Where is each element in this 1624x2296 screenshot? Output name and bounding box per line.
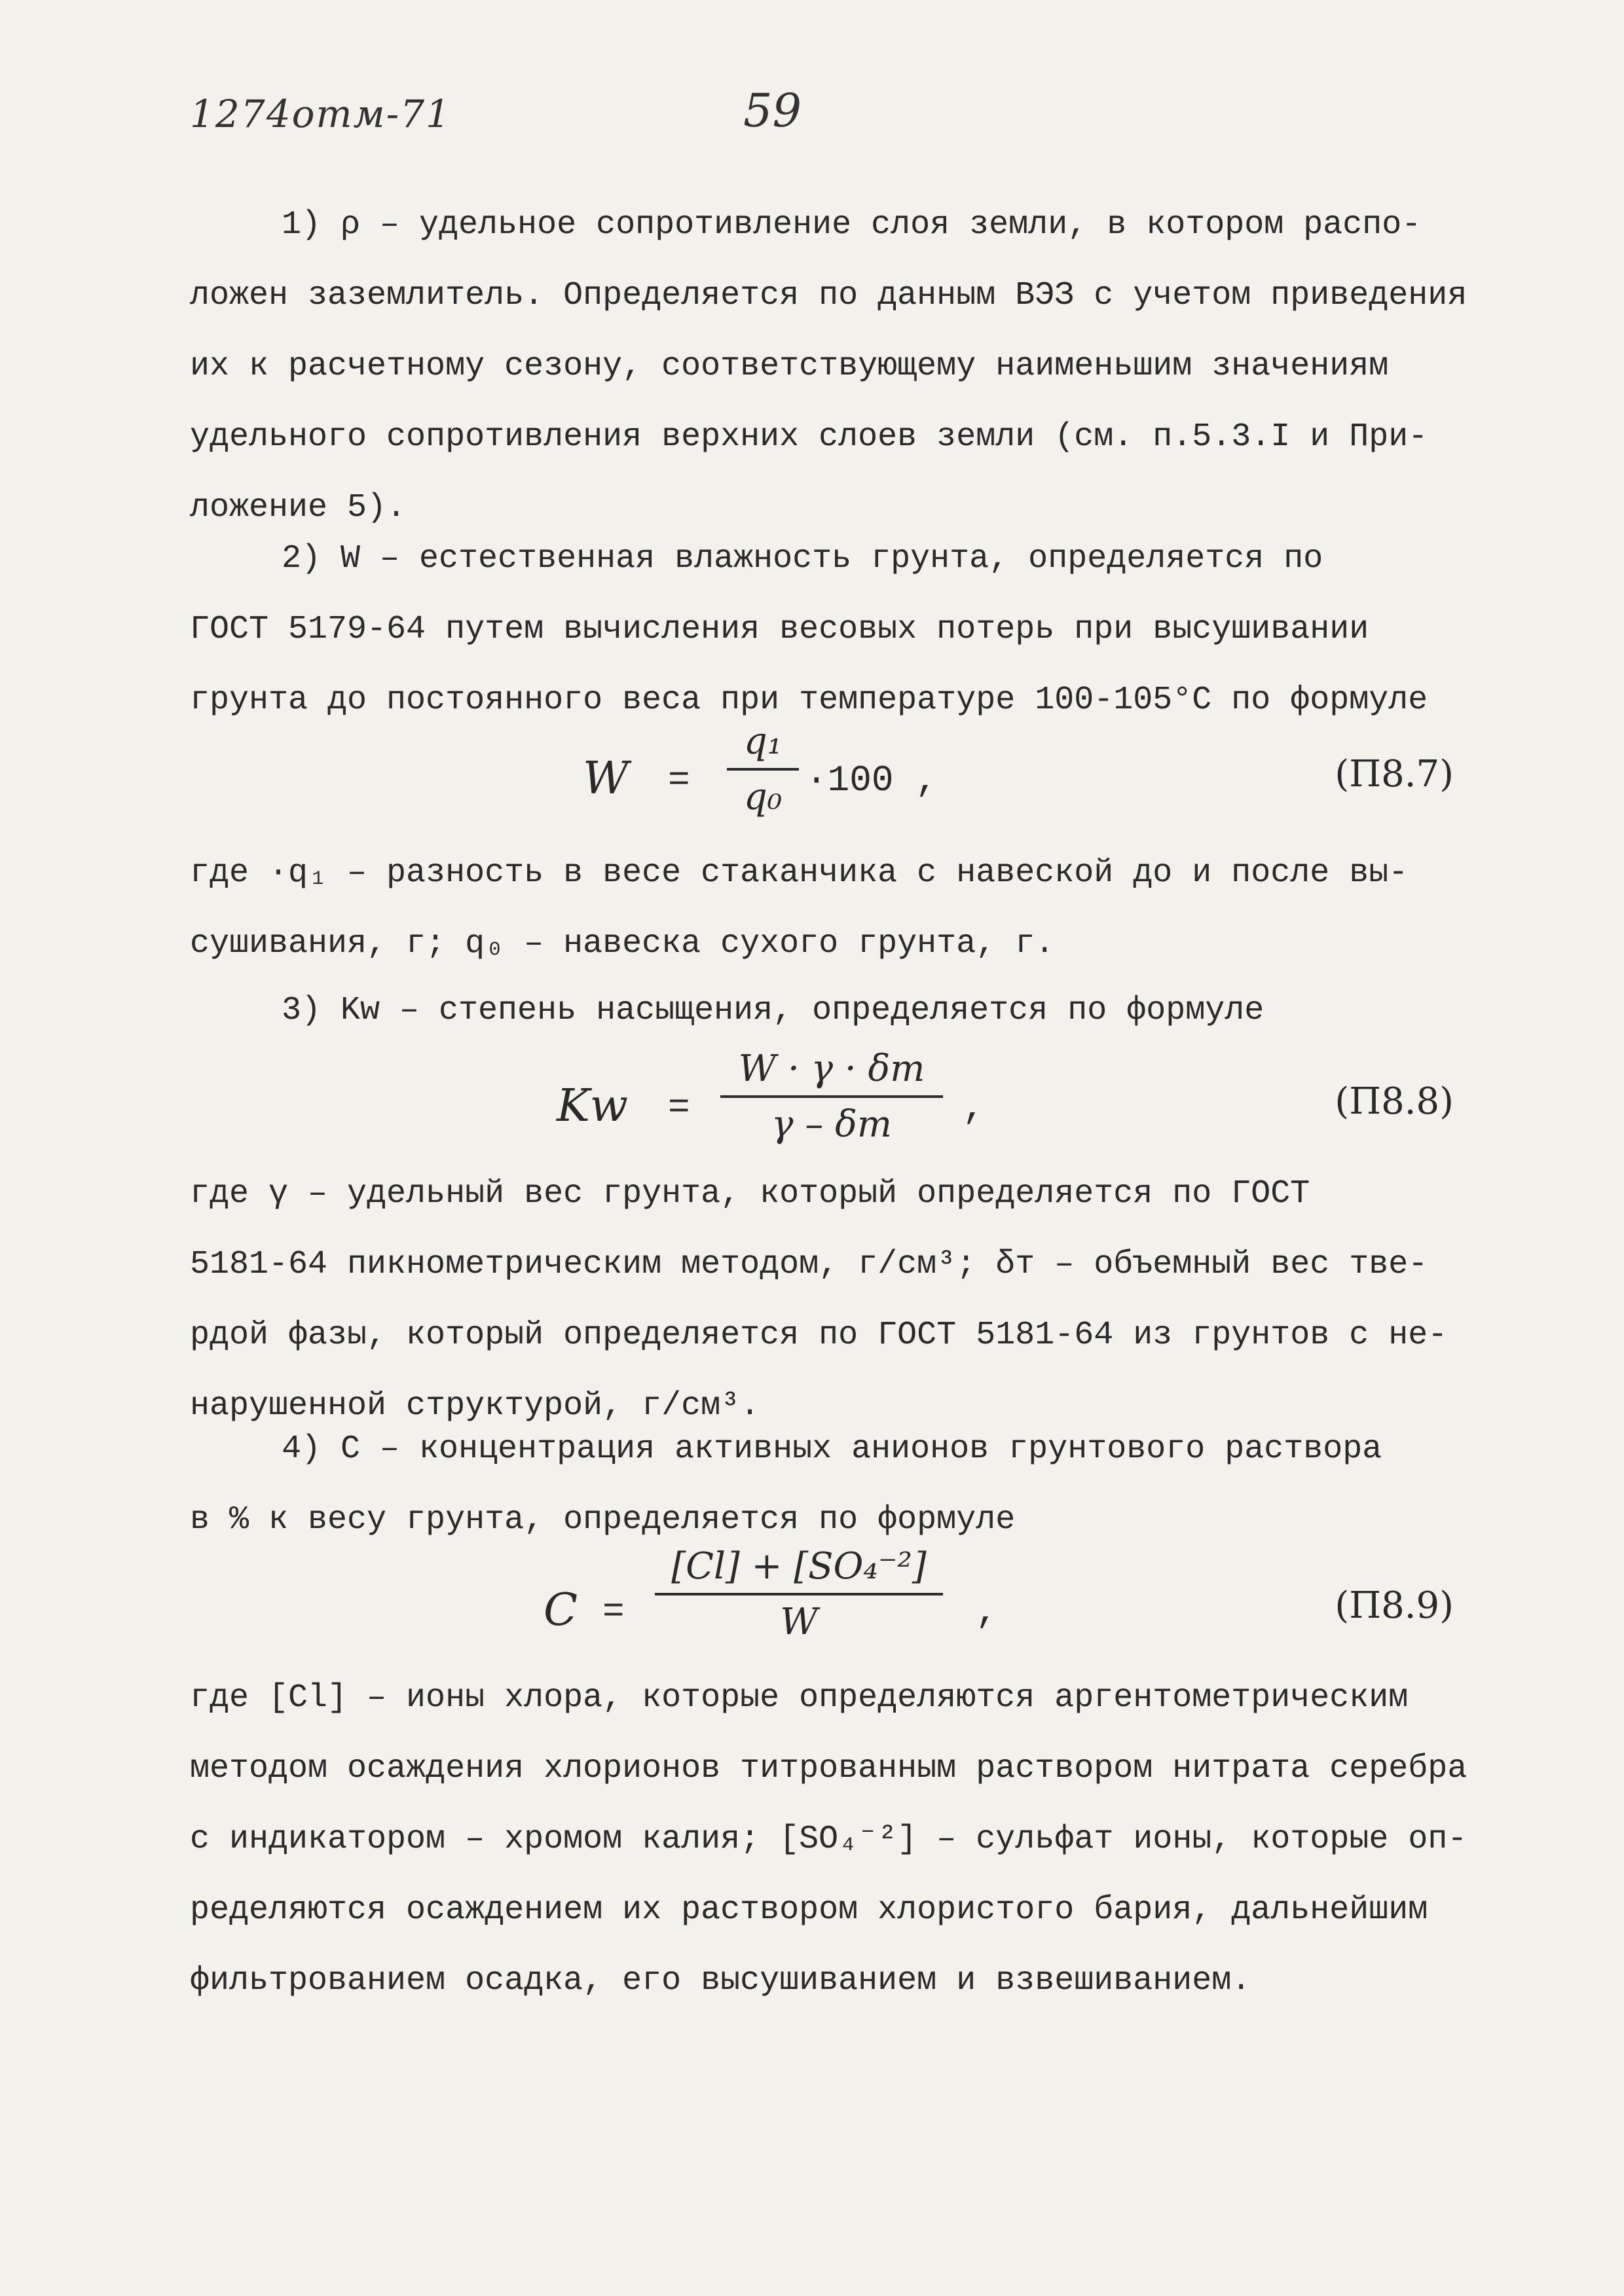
text-line: 1) ρ – удельное сопротивление слоя земли, в котором распо- [282,206,1422,244]
formula-numerator: [Cl] + [SO₄⁻²] [671,1545,927,1588]
formula-lhs: W [583,753,629,805]
fraction-bar [727,768,799,771]
formula-equals: = [668,1087,690,1129]
text-line: сушивания, г; q₀ – навеска сухого грунта, г. [190,925,1055,962]
text-line: грунта до постоянного веса при температуре 100-105°С по формуле [190,682,1428,719]
document-code: 1274отм-71 [190,92,452,136]
formula-denominator: q₀ [743,776,783,818]
formula-numerator: W · γ · δт [738,1048,925,1090]
paragraph-where-q [190,838,1467,979]
text-line: в % к весу грунта, определяется по формуле [190,1501,1016,1539]
text-line: ределяются осаждением их раствором хлористого бария, дальнейшим [190,1891,1428,1929]
formula-equals: = [602,1591,625,1633]
paragraph-resistivity [190,190,1467,543]
formula-lhs: Kw [557,1080,629,1132]
text-line: 2) W – естественная влажность грунта, определяется по [282,540,1323,577]
formula-tail: , [963,1087,985,1129]
text-line: рдой фазы, который определяется по ГОСТ 5181-64 из грунтов с не- [190,1317,1448,1354]
formula-equals: = [668,759,690,801]
text-line: нарушенной структурой, г/см³. [190,1387,760,1425]
paragraph-concentration [190,1414,1467,1556]
text-line: где γ – удельный вес грунта, который определяется по ГОСТ [190,1175,1310,1212]
equation-number: (П8.7) [1335,753,1454,795]
equation-number: (П8.9) [1335,1584,1454,1627]
text-line: фильтрованием осадка, его высушиванием и взвешиванием. [190,1962,1251,1999]
formula-lhs: C [544,1584,578,1636]
equation-number: (П8.8) [1335,1080,1454,1123]
formula-fraction [655,1545,943,1643]
page-number: 59 [743,84,802,137]
paragraph-moisture [190,524,1467,736]
text-line: 3) Kw – степень насыщения, определяется по формуле [282,992,1264,1029]
text-line: их к расчетному сезону, соответствующему наименьшим значениям [190,348,1389,385]
text-line: где [Cl] – ионы хлора, которые определяются аргентометрическим [190,1679,1409,1717]
formula-p8-7 [190,720,1467,858]
text-line: ГОСТ 5179-64 путем вычисления весовых потерь при высушивании [190,611,1369,648]
text-line: 5181-64 пикнометрическим методом, г/см³; δт – объемный вес тве- [190,1246,1428,1283]
formula-tail: ·100 , [805,759,938,801]
text-line: с индикатором – хромом калия; [SO₄⁻²] – сульфат ионы, которые оп- [190,1821,1467,1858]
text-line: ложен заземлитель. Определяется по данным ВЭЗ с учетом приведения [190,277,1467,314]
formula-fraction [720,1048,943,1146]
text-line: ложение 5). [190,489,407,526]
formula-fraction [727,720,799,818]
text-line: методом осаждения хлорионов титрованным раствором нитрата серебра [190,1750,1467,1787]
formula-denominator: γ – δт [771,1103,892,1146]
fraction-bar [655,1593,943,1595]
formula-tail: , [976,1591,998,1633]
paragraph-saturation [190,975,1467,1046]
text-line: удельного сопротивления верхних слоев земли (см. п.5.3.I и При- [190,418,1428,456]
text-line: где ·q₁ – разность в весе стаканчика с навеской до и после вы- [190,854,1409,892]
paragraph-specific-weight [190,1159,1467,1442]
formula-denominator: W [780,1601,818,1643]
formula-numerator: q₁ [743,720,783,763]
fraction-bar [720,1095,943,1098]
text-line: 4) С – концентрация активных анионов грунтового раствора [282,1430,1382,1468]
paragraph-ions [190,1663,1467,2016]
